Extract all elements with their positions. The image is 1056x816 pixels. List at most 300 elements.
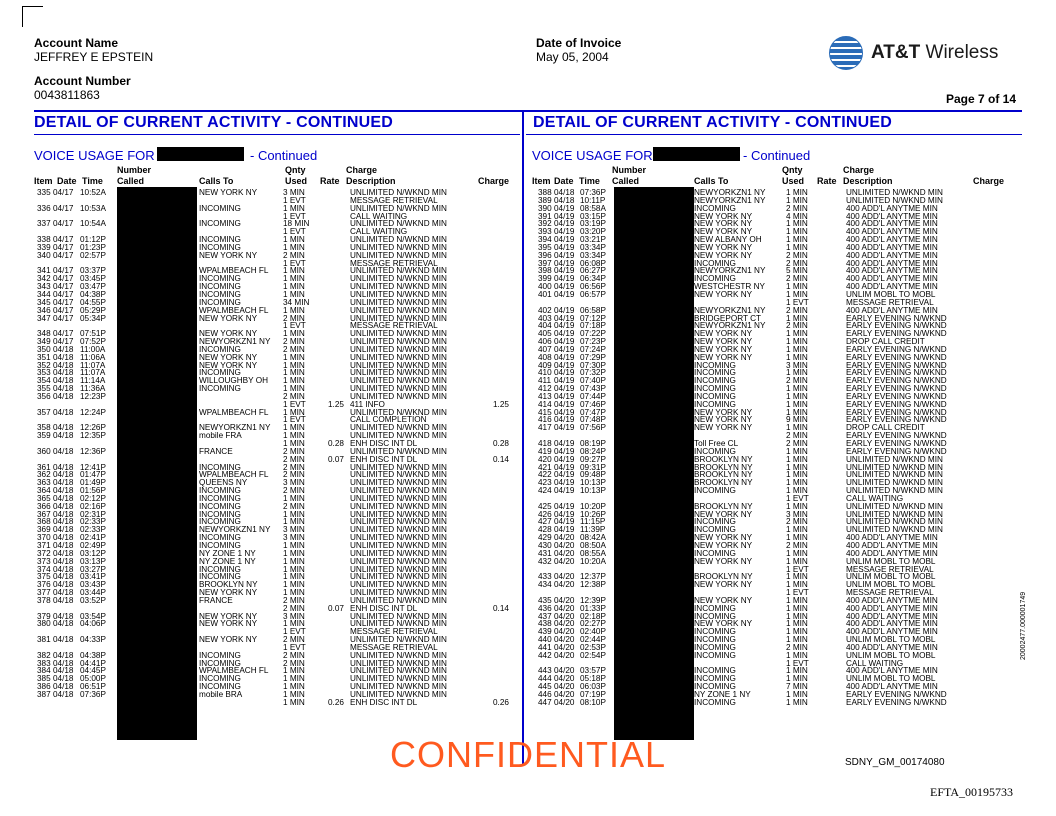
cell-to: INCOMING: [694, 674, 736, 684]
cell-item: 387: [37, 690, 51, 699]
cell-desc: UNLIMITED N/WKND MIN: [846, 454, 943, 464]
cell-used: 1 MIN: [786, 227, 808, 237]
cell-used: 5 MIN: [786, 266, 808, 276]
cell-item: 407: [538, 344, 552, 354]
cell-desc: UNLIMITED N/WKND MIN: [350, 517, 447, 527]
cell-to: FRANCE: [199, 446, 233, 456]
cell-date: 04/18: [53, 360, 74, 370]
cell-item: 442: [538, 650, 552, 660]
cell-desc: UNLIMITED N/WKND MIN: [350, 572, 447, 582]
cell-to: INCOMING: [199, 517, 241, 527]
cell-desc: UNLIMITED N/WKND MIN: [350, 235, 447, 245]
cell-used: 1 EVT: [283, 627, 306, 637]
cell-desc: UNLIMITED N/WKND MIN: [350, 564, 447, 574]
cell-used: 1 MIN: [283, 407, 305, 417]
redaction-bar: [117, 187, 197, 740]
cell-used: 2 MIN: [283, 250, 305, 260]
cell-date: 04/19: [554, 344, 575, 354]
cell-item: 428: [538, 525, 552, 535]
col-qnty: Qnty: [285, 165, 306, 175]
cell-time: 12:35P: [80, 431, 106, 441]
cell-used: 1 MIN: [283, 266, 305, 276]
voice-usage-right: VOICE USAGE FOR: [532, 148, 653, 163]
cell-date: 04/19: [554, 250, 575, 260]
cell-used: 1 MIN: [283, 274, 305, 284]
col-charge: Charge: [973, 176, 1005, 186]
cell-to: INCOMING: [694, 376, 736, 386]
cell-date: 04/20: [554, 642, 575, 652]
cell-date: 04/18: [554, 188, 575, 197]
cell-date: 04/20: [554, 580, 575, 590]
cell-item: 376: [37, 580, 51, 590]
cell-used: 1 MIN: [786, 666, 808, 676]
cell-time: 02:57P: [80, 250, 106, 260]
cell-to: INCOMING: [694, 486, 736, 496]
cell-item: 340: [37, 250, 51, 260]
cell-desc: UNLIMITED N/WKND MIN: [350, 250, 447, 260]
cell-time: 03:21P: [580, 235, 606, 245]
cell-used: 3 MIN: [786, 509, 808, 519]
cell-date: 04/20: [554, 611, 575, 621]
account-name-label: Account Name: [34, 36, 119, 50]
cell-used: 1 MIN: [786, 337, 808, 347]
cell-used: 1 MIN: [786, 690, 808, 699]
cell-to: NEWYORKZN1 NY: [694, 266, 766, 276]
cell-time: 07:36P: [80, 690, 106, 699]
cell-desc: UNLIMITED N/WKND MIN: [350, 203, 447, 213]
cell-date: 04/18: [53, 674, 74, 684]
cell-to: WPALMBEACH FL: [199, 666, 269, 676]
cell-used: 1 MIN: [786, 188, 808, 197]
cell-to: NEW YORK NY: [199, 188, 258, 197]
cell-to: INCOMING: [199, 219, 241, 229]
cell-to: INCOMING: [694, 627, 736, 637]
cell-to: WPALMBEACH FL: [199, 470, 269, 480]
col-used: Used: [285, 176, 308, 186]
cell-used: 1 MIN: [786, 603, 808, 613]
cell-item: 405: [538, 329, 552, 339]
cell-used: 1 MIN: [786, 556, 808, 566]
cell-desc: UNLIMITED N/WKND MIN: [846, 195, 943, 205]
cell-item: 418: [538, 439, 552, 448]
cell-to: INCOMING: [199, 509, 241, 519]
cell-desc: EARLY EVENING N/WKND: [846, 697, 947, 707]
cell-item: 403: [538, 313, 552, 323]
cell-used: 1 MIN: [786, 611, 808, 621]
cell-desc: 400 ADD'L ANYTME MIN: [846, 548, 938, 558]
cell-desc: CALL WAITING: [350, 227, 408, 237]
cell-used: 1 MIN: [283, 493, 305, 503]
cell-used: 9 MIN: [786, 415, 808, 425]
invoice-date-label: Date of Invoice: [536, 36, 622, 50]
cell-date: 04/18: [53, 352, 74, 362]
cell-time: 03:13P: [80, 556, 106, 566]
cell-desc: UNLIMITED N/WKND MIN: [350, 595, 447, 605]
cell-to: WESTCHESTR NY: [694, 282, 765, 292]
cell-date: 04/17: [53, 250, 74, 260]
cell-date: 04/19: [554, 266, 575, 276]
cell-time: 02:54P: [580, 650, 606, 660]
cell-rate: 1.25: [328, 399, 344, 409]
cell-used: 3 MIN: [283, 188, 305, 197]
cell-desc: 400 ADD'L ANYTME MIN: [846, 611, 938, 621]
cell-used: 1 MIN: [283, 690, 305, 699]
cell-date: 04/20: [554, 533, 575, 543]
cell-item: 391: [538, 211, 552, 221]
cell-date: 04/19: [554, 454, 575, 464]
cell-time: 08:42A: [580, 533, 606, 543]
cell-item: 436: [538, 603, 552, 613]
cell-to: mobile BRA: [199, 690, 243, 699]
redaction-bar: [157, 147, 244, 161]
cell-date: 04/20: [554, 540, 575, 550]
cell-used: 1 MIN: [283, 368, 305, 378]
cell-item: 361: [37, 462, 51, 472]
cell-to: NEWYORKZN1 NY: [694, 321, 766, 331]
cell-time: 09:48P: [580, 470, 606, 480]
cell-time: 04:45P: [80, 666, 106, 676]
cell-item: 423: [538, 478, 552, 488]
cell-to: INCOMING: [694, 399, 736, 409]
cell-date: 04/17: [53, 289, 74, 299]
cell-item: 409: [538, 360, 552, 370]
cell-used: 1 EVT: [283, 399, 306, 409]
cell-desc: EARLY EVENING N/WKND: [846, 376, 947, 386]
cell-desc: UNLIMITED N/WKND MIN: [846, 525, 943, 535]
cell-desc: 400 ADD'L ANYTME MIN: [846, 619, 938, 629]
cell-time: 07:52P: [80, 337, 106, 347]
col-calls-to: Calls To: [199, 176, 234, 186]
cell-desc: EARLY EVENING N/WKND: [846, 415, 947, 425]
cell-to: NEW YORK NY: [694, 556, 753, 566]
cell-time: 10:53A: [80, 203, 106, 213]
cell-time: 11:07A: [80, 360, 106, 370]
cell-time: 03:37P: [80, 266, 106, 276]
cell-to: INCOMING: [694, 384, 736, 394]
cell-time: 05:29P: [80, 305, 106, 315]
cell-desc: UNLIMITED N/WKND MIN: [350, 446, 447, 456]
cell-used: 1 MIN: [283, 580, 305, 590]
cell-used: 1 MIN: [786, 313, 808, 323]
cell-used: 1 EVT: [283, 211, 306, 221]
cell-desc: CALL WAITING: [350, 211, 408, 221]
cell-time: 07:40P: [580, 376, 606, 386]
cell-time: 01:12P: [80, 235, 106, 245]
cell-item: 346: [37, 305, 51, 315]
cell-used: 34 MIN: [283, 297, 310, 307]
cell-to: INCOMING: [694, 391, 736, 401]
cell-desc: 400 ADD'L ANYTME MIN: [846, 603, 938, 613]
cell-desc: CALL WAITING: [846, 493, 904, 503]
cell-item: 390: [538, 203, 552, 213]
cell-desc: UNLIM MOBL TO MOBL: [846, 556, 936, 566]
cell-date: 04/18: [53, 344, 74, 354]
cell-date: 04/19: [554, 258, 575, 268]
cell-date: 04/19: [554, 352, 575, 362]
cell-date: 04/18: [53, 658, 74, 668]
cell-item: 337: [37, 219, 51, 229]
cell-used: 1 MIN: [786, 423, 808, 433]
cell-used: 1 MIN: [283, 517, 305, 527]
cell-time: 03:52P: [80, 595, 106, 605]
cell-time: 02:53P: [580, 642, 606, 652]
cell-time: 02:40P: [580, 627, 606, 637]
cell-date: 04/19: [554, 407, 575, 417]
cell-to: INCOMING: [199, 682, 241, 692]
cell-item: 425: [538, 501, 552, 511]
cell-used: 2 MIN: [283, 635, 305, 645]
cell-item: 401: [538, 289, 552, 299]
cell-item: 373: [37, 556, 51, 566]
cell-desc: UNLIM MOBL TO MOBL: [846, 289, 936, 299]
cell-used: 1 MIN: [786, 525, 808, 535]
cell-item: 400: [538, 282, 552, 292]
cell-desc: UNLIMITED N/WKND MIN: [350, 658, 447, 668]
cell-item: 338: [37, 235, 51, 245]
cell-to: INCOMING: [694, 258, 736, 268]
cell-used: 1 MIN: [786, 462, 808, 472]
cell-item: 369: [37, 525, 51, 535]
cell-item: 440: [538, 635, 552, 645]
cell-desc: 400 ADD'L ANYTME MIN: [846, 682, 938, 692]
cell-item: 433: [538, 572, 552, 582]
cell-to: NEW YORK NY: [199, 360, 258, 370]
cell-item: 395: [538, 242, 552, 252]
cell-to: NEW YORK NY: [199, 611, 258, 621]
cell-used: 1 MIN: [786, 344, 808, 354]
cell-date: 04/19: [554, 478, 575, 488]
cell-used: 2 MIN: [786, 439, 808, 448]
cell-time: 07:32P: [580, 368, 606, 378]
cell-rate: 0.07: [328, 454, 344, 464]
cell-to: NEW YORK NY: [694, 509, 753, 519]
cell-to: BRIDGEPORT CT: [694, 313, 762, 323]
cell-desc: MESSAGE RETRIEVAL: [350, 195, 438, 205]
cell-to: INCOMING: [199, 368, 241, 378]
cell-to: WPALMBEACH FL: [199, 407, 269, 417]
cell-item: 360: [37, 446, 51, 456]
cell-used: 2 MIN: [786, 431, 808, 441]
cell-date: 04/20: [554, 548, 575, 558]
corner-crop-mark: [22, 6, 43, 27]
cell-desc: UNLIMITED N/WKND MIN: [350, 391, 447, 401]
cell-used: 1 MIN: [283, 352, 305, 362]
cell-time: 03:20P: [580, 227, 606, 237]
cell-date: 04/20: [554, 650, 575, 660]
cell-to: INCOMING: [694, 203, 736, 213]
cell-item: 384: [37, 666, 51, 676]
cell-used: 4 MIN: [786, 211, 808, 221]
cell-to: NEW YORK NY: [694, 407, 753, 417]
cell-date: 04/20: [554, 627, 575, 637]
cell-to: NEW YORK NY: [694, 227, 753, 237]
cell-time: 05:00P: [80, 674, 106, 684]
cell-time: 03:19P: [580, 219, 606, 229]
cell-date: 04/17: [53, 313, 74, 323]
col-number: Number: [117, 165, 152, 175]
cell-item: 427: [538, 517, 552, 527]
cell-item: 353: [37, 368, 51, 378]
cell-to: NEW YORK NY: [694, 540, 753, 550]
cell-item: 372: [37, 548, 51, 558]
cell-desc: 400 ADD'L ANYTME MIN: [846, 533, 938, 543]
cell-date: 04/19: [554, 509, 575, 519]
cell-used: 3 MIN: [283, 611, 305, 621]
cell-charge: 0.26: [493, 697, 509, 707]
cell-desc: UNLIMITED N/WKND MIN: [350, 580, 447, 590]
cell-desc: 400 ADD'L ANYTME MIN: [846, 642, 938, 652]
cell-desc: EARLY EVENING N/WKND: [846, 431, 947, 441]
cell-desc: UNLIMITED N/WKND MIN: [350, 470, 447, 480]
cell-item: 343: [37, 282, 51, 292]
cell-date: 04/18: [53, 470, 74, 480]
cell-used: 1 MIN: [786, 619, 808, 629]
cell-used: 1 MIN: [786, 635, 808, 645]
cell-to: NEW YORK NY: [199, 250, 258, 260]
cell-time: 04:38P: [80, 650, 106, 660]
cell-desc: EARLY EVENING N/WKND: [846, 360, 947, 370]
att-globe-icon: [829, 36, 863, 70]
cell-desc: 400 ADD'L ANYTME MIN: [846, 258, 938, 268]
cell-desc: UNLIMITED N/WKND MIN: [846, 470, 943, 480]
cell-time: 02:12P: [80, 493, 106, 503]
cell-to: NEW YORK NY: [694, 242, 753, 252]
cell-time: 02:33P: [80, 525, 106, 535]
cell-to: INCOMING: [199, 242, 241, 252]
brand-bold: AT&T: [871, 42, 921, 63]
cell-time: 11:14A: [80, 376, 106, 386]
cell-item: 429: [538, 533, 552, 543]
cell-to: NEWYORKZN1 NY: [694, 305, 766, 315]
cell-desc: UNLIMITED N/WKND MIN: [350, 462, 447, 472]
cell-to: NEWYORKZN1 NY: [199, 423, 271, 433]
cell-item: 447: [538, 697, 552, 707]
cell-item: 365: [37, 493, 51, 503]
cell-used: 1 MIN: [283, 282, 305, 292]
cell-date: 04/18: [53, 533, 74, 543]
cell-used: 1 MIN: [786, 219, 808, 229]
cell-date: 04/19: [554, 439, 575, 448]
cell-desc: 400 ADD'L ANYTME MIN: [846, 274, 938, 284]
cell-time: 06:08P: [580, 258, 606, 268]
cell-used: 18 MIN: [283, 219, 310, 229]
cell-used: 1 MIN: [283, 360, 305, 370]
cell-charge: 0.14: [493, 603, 509, 613]
cell-item: 339: [37, 242, 51, 252]
cell-time: 08:58A: [580, 203, 606, 213]
cell-used: 1 MIN: [786, 650, 808, 660]
title-rule-left: [34, 134, 520, 135]
cell-desc: CALL COMPLETION: [350, 415, 427, 425]
cell-to: INCOMING: [199, 572, 241, 582]
cell-date: 04/20: [554, 619, 575, 629]
cell-time: 03:47P: [80, 282, 106, 292]
cell-to: NEW YORK NY: [199, 619, 258, 629]
col-item: Item: [34, 176, 53, 186]
cell-time: 11:06A: [80, 352, 106, 362]
cell-date: 04/19: [554, 242, 575, 252]
cell-desc: UNLIMITED N/WKND MIN: [350, 509, 447, 519]
cell-item: 344: [37, 289, 51, 299]
cell-to: INCOMING: [199, 203, 241, 213]
cell-desc: UNLIMITED N/WKND MIN: [350, 431, 447, 441]
cell-date: 04/19: [554, 227, 575, 237]
cell-item: 408: [538, 352, 552, 362]
cell-time: 05:18P: [580, 674, 606, 684]
cell-date: 04/17: [53, 242, 74, 252]
cell-used: 3 MIN: [786, 360, 808, 370]
cell-used: 1 MIN: [283, 289, 305, 299]
cell-to: Toll Free CL: [694, 439, 739, 448]
cell-item: 363: [37, 478, 51, 488]
cell-used: 1 MIN: [283, 439, 305, 448]
cell-date: 04/18: [53, 486, 74, 496]
col-called: Called: [117, 176, 145, 186]
cell-date: 04/18: [53, 548, 74, 558]
cell-used: 1 MIN: [786, 627, 808, 637]
cell-used: 1 MIN: [283, 556, 305, 566]
voice-continued-left: - Continued: [250, 148, 318, 163]
cell-desc: UNLIMITED N/WKND MIN: [350, 282, 447, 292]
cell-time: 01:23P: [80, 242, 106, 252]
cell-date: 04/18: [53, 368, 74, 378]
cell-to: NEW YORK NY: [694, 344, 753, 354]
cell-item: 416: [538, 415, 552, 425]
cell-time: 03:41P: [80, 572, 106, 582]
cell-date: 04/18: [53, 517, 74, 527]
cell-used: 2 MIN: [283, 454, 305, 464]
voice-usage-label: VOICE USAGE FOR: [34, 148, 155, 163]
cell-item: 435: [538, 595, 552, 605]
cell-time: 03:54P: [80, 611, 106, 621]
cell-item: 439: [538, 627, 552, 637]
cell-item: 388: [538, 188, 552, 197]
cell-time: 01:47P: [80, 470, 106, 480]
cell-item: 444: [538, 674, 552, 684]
cell-item: 358: [37, 423, 51, 433]
cell-desc: 400 ADD'L ANYTME MIN: [846, 203, 938, 213]
cell-item: 389: [538, 195, 552, 205]
cell-used: 1 EVT: [283, 415, 306, 425]
cell-date: 04/18: [53, 423, 74, 433]
cell-time: 02:49P: [80, 540, 106, 550]
cell-date: 04/18: [53, 611, 74, 621]
cell-item: 420: [538, 454, 552, 464]
cell-desc: 411 INFO: [350, 399, 385, 409]
cell-used: 1 MIN: [283, 564, 305, 574]
cell-desc: UNLIMITED N/WKND MIN: [846, 462, 943, 472]
cell-date: 04/18: [53, 595, 74, 605]
cell-date: 04/18: [53, 431, 74, 441]
cell-time: 08:24P: [580, 446, 606, 456]
cell-to: NEW YORK NY: [694, 619, 753, 629]
cell-desc: 400 ADD'L ANYTME MIN: [846, 235, 938, 245]
cell-desc: UNLIMITED N/WKND MIN: [350, 501, 447, 511]
cell-date: 04/19: [554, 368, 575, 378]
cell-time: 06:57P: [580, 289, 606, 299]
cell-used: 1 MIN: [283, 384, 305, 394]
cell-to: NEW YORK NY: [694, 337, 753, 347]
cell-item: 371: [37, 540, 51, 550]
cell-item: 438: [538, 619, 552, 629]
cell-item: 356: [37, 391, 51, 401]
cell-used: 1 MIN: [786, 282, 808, 292]
cell-to: INCOMING: [694, 517, 736, 527]
cell-item: 364: [37, 486, 51, 496]
cell-item: 341: [37, 266, 51, 276]
cell-used: 1 EVT: [786, 588, 809, 598]
cell-date: 04/18: [53, 446, 74, 456]
